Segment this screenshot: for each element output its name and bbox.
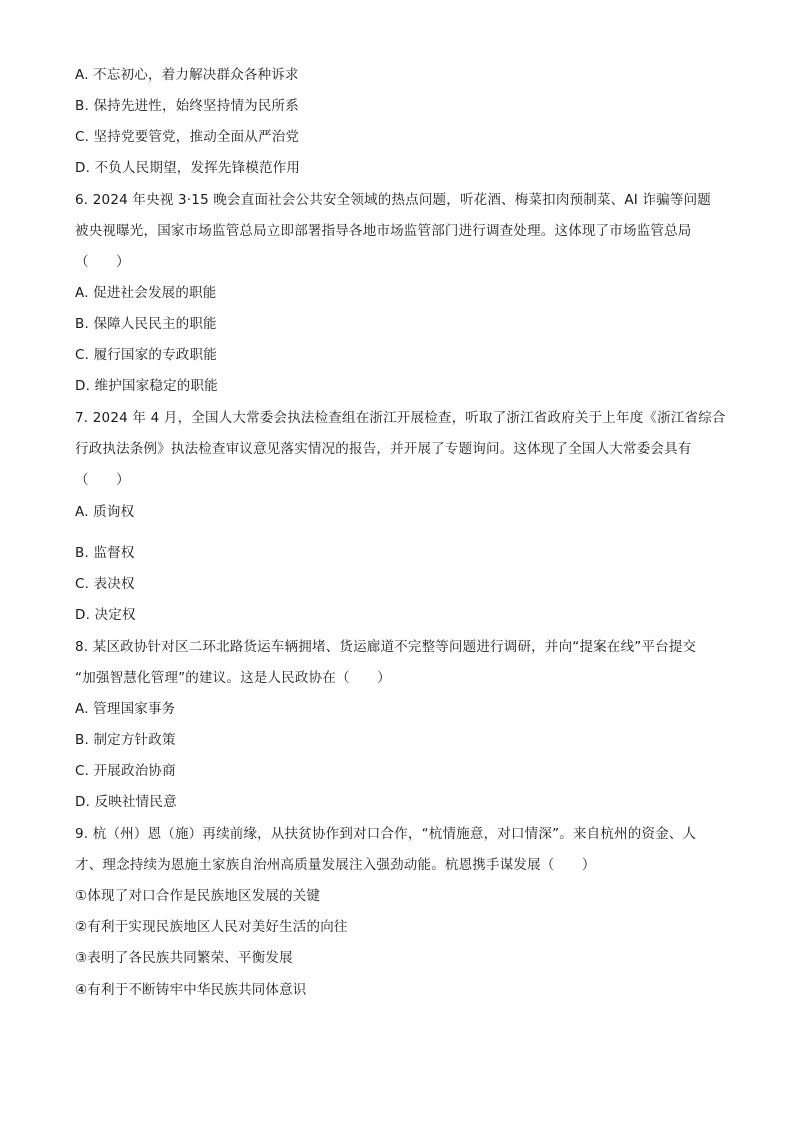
q5-option-d: D. 不负人民期望，发挥先锋模范作用 <box>75 160 301 176</box>
q8-stem-line1: 8. 某区政协针对区二环北路货运车辆拥堵、货运廊道不完整等问题进行调研，并向“提案在线”平台提交 <box>75 639 697 655</box>
q9-stem-line2: 才、理念持续为恩施土家族自治州高质量发展注入强劲动能。杭恩携手谋发展（ ） <box>75 857 596 873</box>
q6-stem-line2: 被央视曝光，国家市场监管总局立即部署指导各地市场监管部门进行调查处理。这体现了市场监管总局 <box>75 223 692 239</box>
q7-answer-blank: （ ） <box>75 472 130 488</box>
q8-option-c: C. 开展政治协商 <box>75 763 176 779</box>
q9-statement-1: ①体现了对口合作是民族地区发展的关键 <box>75 888 321 904</box>
q7-option-c: C. 表决权 <box>75 576 135 592</box>
q6-stem-line1: 6. 2024 年央视 3·15 晚会直面社会公共安全领域的热点问题，听花酒、梅菜扣肉预制菜、AI 诈骗等问题 <box>75 192 711 208</box>
q6-option-d: D. 维护国家稳定的职能 <box>75 378 218 394</box>
q6-option-a: A. 促进社会发展的职能 <box>75 285 217 301</box>
q5-option-b: B. 保持先进性，始终坚持情为民所系 <box>75 98 299 114</box>
q8-option-a: A. 管理国家事务 <box>75 701 176 717</box>
q6-option-b: B. 保障人民民主的职能 <box>75 316 217 332</box>
q5-option-c: C. 坚持党要管党，推动全面从严治党 <box>75 129 300 145</box>
q6-answer-blank: （ ） <box>75 254 130 270</box>
q9-statement-4: ④有利于不断铸牢中华民族共同体意识 <box>75 982 307 998</box>
q8-stem-line2: “加强智慧化管理”的建议。这是人民政协在（ ） <box>75 670 391 686</box>
q5-option-a: A. 不忘初心，着力解决群众各种诉求 <box>75 67 299 83</box>
q9-statement-3: ③表明了各民族共同繁荣、平衡发展 <box>75 950 293 966</box>
q7-option-b: B. 监督权 <box>75 545 135 561</box>
q6-option-c: C. 履行国家的专政职能 <box>75 347 217 363</box>
q9-statement-2: ②有利于实现民族地区人民对美好生活的向往 <box>75 919 348 935</box>
q8-option-d: D. 反映社情民意 <box>75 794 177 810</box>
q7-option-d: D. 决定权 <box>75 607 136 623</box>
q9-stem-line1: 9. 杭（州）恩（施）再续前缘，从扶贫协作到对口合作，“杭情施意，对口情深”。来自杭州的资金、人 <box>75 826 697 842</box>
q7-option-a: A. 质询权 <box>75 504 135 520</box>
q7-stem-line2: 行政执法条例》执法检查审议意见落实情况的报告，并开展了专题询问。这体现了全国人大常委会具有 <box>75 441 692 457</box>
q8-option-b: B. 制定方针政策 <box>75 732 176 748</box>
q7-stem-line1: 7. 2024 年 4 月，全国人大常委会执法检查组在浙江开展检查，听取了浙江省政府关于上年度《浙江省综合 <box>75 410 726 426</box>
